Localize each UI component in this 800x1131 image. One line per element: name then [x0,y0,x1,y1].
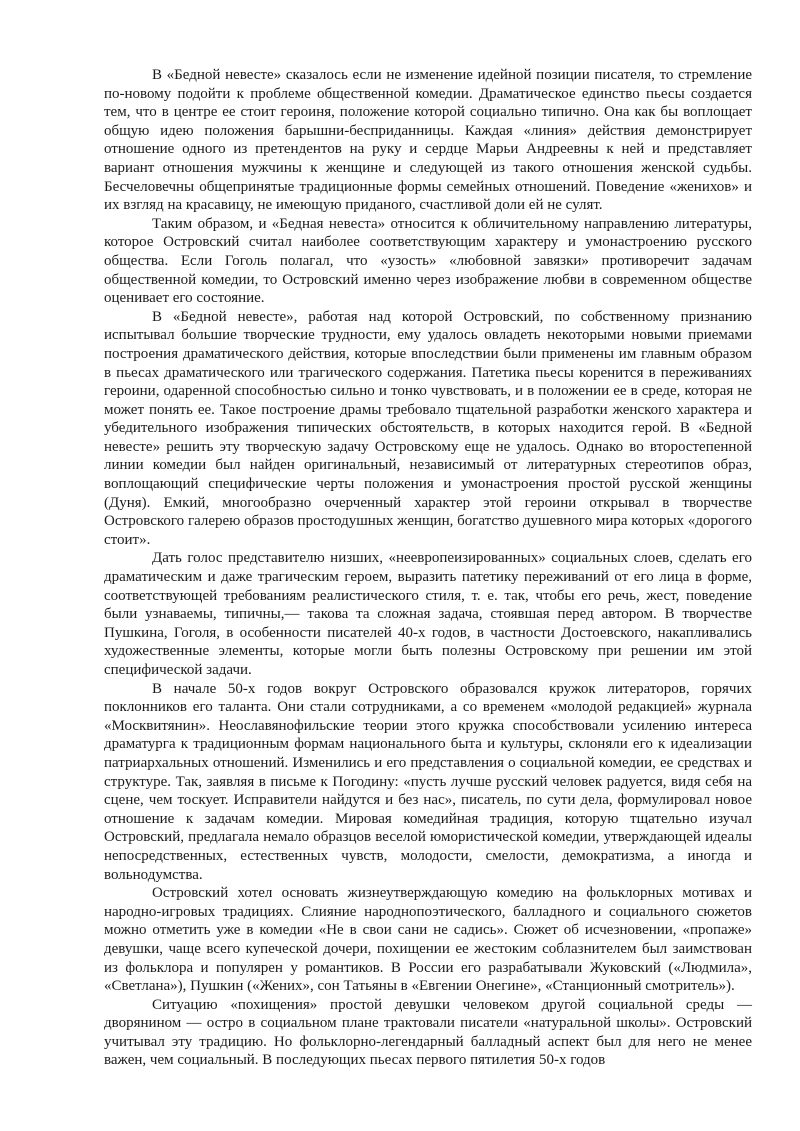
paragraph-2: Таким образом, и «Бедная невеста» относится к обличительному направлению литературы, которое Островский считал наиболее соответствующим характеру и умонастроению русского общества. Если Гоголь полагал, что «узость» «любовной завязки» противоречит задачам общественной комедии, то Островский именно через изображение любви в современном обществе оценивает его состояние. [104,215,752,307]
paragraph-4: Дать голос представителю низших, «неевропеизированных» социальных слоев, сделать его драматическим и даже трагическим героем, выразить патетику переживаний от его лица в форме, соответствующей требованиям реалистического стиля, т. е. так, чтобы его речь, жест, поведение были узнаваемы, типичны,— такова та сложная задача, стоявшая перед автором. В творчестве Пушкина, Гоголя, в особенности писателей 40-х годов, в частности Достоевского, накапливались художественные элементы, которые могли быть полезны Островскому при решении им этой специфической задачи. [104,550,752,678]
paragraph-6: Островский хотел основать жизнеутверждающую комедию на фольклорных мотивах и народно-игровых традициях. Слияние народнопоэтического, балладного и социального сюжетов можно отметить уже в комедии «Не в свои сани не садись». Сюжет об исчезновении, «пропаже» девушки, чаще всего купеческой дочери, похищении ее жестоким соблазнителем был заимствован из фольклора и популярен у романтиков. В России его разрабатывали Жуковский («Людмила», «Светлана»), Пушкин («Жених», сон Татьяны в «Евгении Онегине», «Станционный смотритель»). [104,885,752,995]
paragraph-3: В «Бедной невесте», работая над которой Островский, по собственному признанию испытывал большие творческие трудности, ему удалось овладеть некоторыми новыми приемами построения драматического действия, которые впоследствии были применены им главным образом в пьесах драматического или трагического содержания. Патетика пьесы коренится в переживаниях героини, одаренной способностью сильно и тонко чувствовать, и в положении ее в среде, которая не может понять ее. Такое построение драмы требовало тщательной разработки женского характера и убедительного изображения типических обстоятельств, в которых находится герой. В «Бедной невесте» решить эту творческую задачу Островскому еще не удалось. Однако во второстепенной линии комедии был найден оригинальный, независимый от литературных стереотипов образ, воплощающий специфические черты положения и умонастроения простой русской женщины (Дуня). Емкий, многообразно очерченный характер этой героини открывал в творчестве Островского галерею образов простодушных женщин, богатство душевного мира которых «дорогого стоит». [104,308,752,548]
paragraph-7: Ситуацию «похищения» простой девушки человеком другой социальной среды — дворянином — остро в социальном плане трактовали писатели «натуральной школы». Островский учитывал эту традицию. Но фольклорно-легендарный балладный аспект был для него не менее важен, чем социальный. В последующих пьесах первого пятилетия 50-х годов [104,996,752,1069]
paragraph-1: В «Бедной невесте» сказалось если не изменение идейной позиции писателя, то стремление по-новому подойти к проблеме общественной комедии. Драматическое единство пьесы создается тем, что в центре ее стоит героиня, положение которой социально типично. Она как бы воплощает общую идею положения барышни-бесприданницы. Каждая «линия» действия демонстрирует отношение одного из претендентов на руку и сердце Марьи Андреевны к ней и представляет вариант отношения мужчины к женщине и следующей из такого отношения женской судьбы. Бесчеловечны общепринятые традиционные формы семейных отношений. Поведение «женихов» и их взгляд на красавицу, не имеющую приданого, счастливой доли ей не сулят. [104,67,752,214]
paragraph-5: В начале 50-х годов вокруг Островского образовался кружок литераторов, горячих поклонников его таланта. Они стали сотрудниками, а со временем «молодой редакцией» журнала «Москвитянин». Неославянофильские теории этого кружка способствовали усилению интереса драматурга к традиционным формам национального быта и культуры, склоняли его к идеализации патриархальных отношений. Изменились и его представления о социальной комедии, ее средствах и структуре. Так, заявляя в письме к Погодину: «пусть лучше русский человек радуется, видя себя на сцене, чем тоскует. Исправители найдутся и без нас», писатель, по сути дела, формулировал новое отношение к задачам комедии. Мировая комедийная традиция, которую тщательно изучал Островский, предлагала немало образцов веселой юмористической комедии, утверждающей идеалы непосредственных, естественных чувств, молодости, смелости, демократизма, а иногда и вольнодумства. [104,680,752,883]
